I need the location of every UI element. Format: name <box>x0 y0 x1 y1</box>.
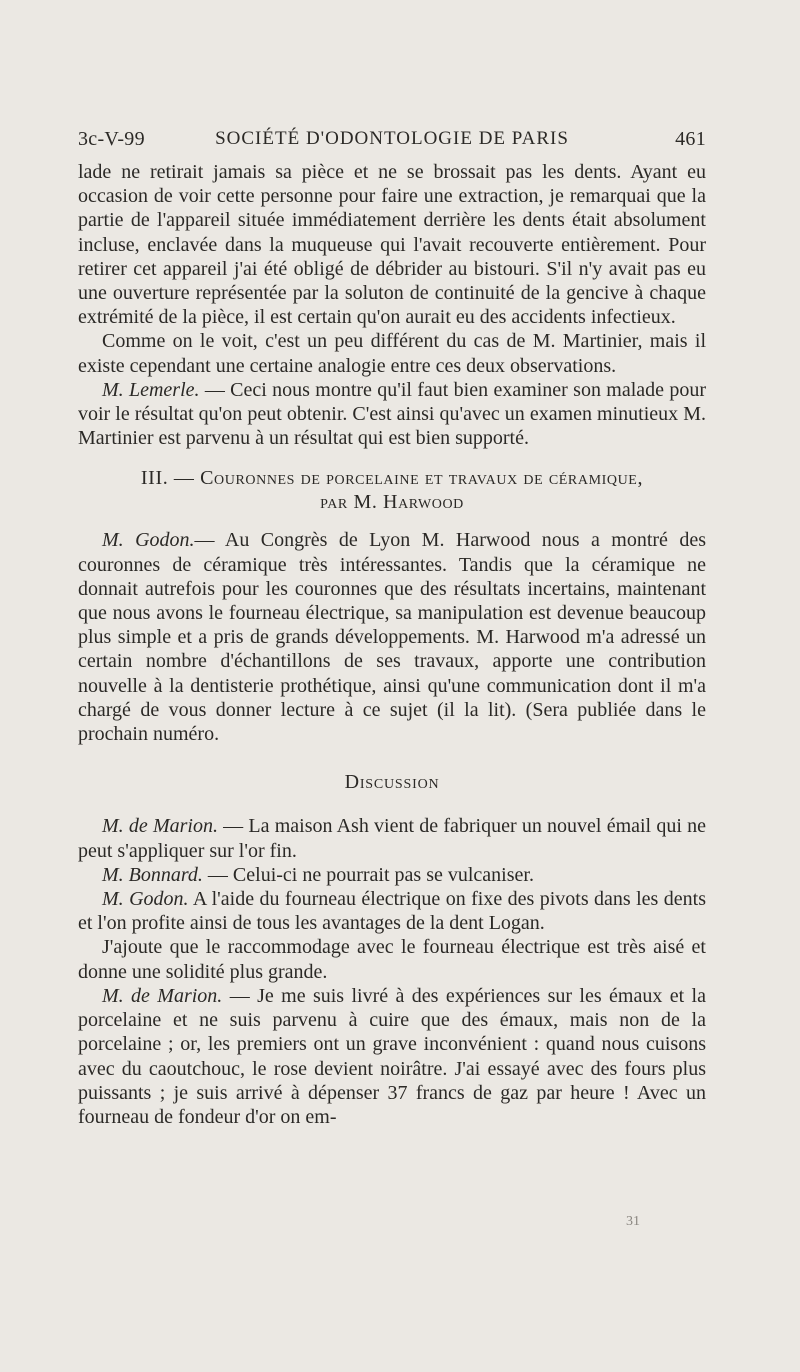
paragraph <box>78 528 706 746</box>
speaker-name: M. de Marion. <box>102 984 223 1007</box>
paragraph <box>78 863 706 887</box>
header-date: 3c-V-99 <box>78 128 145 150</box>
section-heading-line: par M. Harwood <box>320 491 464 514</box>
paragraph: lade ne retirait jamais sa pièce et ne se brossait pas les dents. Ayant eu occasion de voir cette personne pour faire une extraction, je remarquai que la partie de l'appareil située immédiatement derrière les dents était absolument incluse, enclavée dans la muqueuse qui l'avait recouverte entièrement. Pour retirer cet appareil j'ai été obligé de débrider au bistouri. S'il n'y avait pas eu une ouverture représentée par la soluton de continuité de la gencive à chaque extrémité de la pièce, il est certain qu'on aurait eu des accidents infectieux. <box>78 161 706 329</box>
speaker-name: M. Godon. <box>102 529 195 552</box>
running-header <box>78 128 706 156</box>
speech-text: — Je me suis livré à des expériences sur les émaux et la porcelaine et ne suis parvenu à cuire que des émaux, mais non de la porcelaine ; or, les premiers ont un grave inconvénient : quand nous cuisons avec du caoutchouc, le rose devient noirâtre. J'ai essayé avec des fours plus puissants ; je suis arrivé à dépenser 37 francs de gaz par heure ! Avec un fourneau de fondeur d'or on em- <box>78 984 706 1128</box>
speech-text: — Celui-ci ne pourrait pas se vulcaniser. <box>202 863 534 886</box>
paragraph <box>78 984 706 1129</box>
speaker-name: M. Godon. <box>102 888 189 911</box>
speaker-name: M. de Marion. <box>102 815 218 838</box>
speech-text: — La maison Ash vient de fabriquer un nouvel émail qui ne peut s'appliquer sur l'or fin. <box>78 815 706 862</box>
paragraph: Comme on le voit, c'est un peu différent du cas de M. Martinier, mais il existe cependant une certaine analogie entre ces deux observations. <box>78 330 706 377</box>
page-number: 461 <box>675 128 706 150</box>
speech-text: — Au Congrès de Lyon M. Harwood nous a montré des couronnes de céramique très intéressantes. Tandis que la céramique ne donnait autrefois pour les couronnes que des résultats incertains, maintenant que nous avons le fourneau électrique, sa manipulation est devenue beaucoup plus simple et a pris de grands développements. M. Harwood m'a adressé un certain nombre d'échantillons de ses travaux, apporte une contribution nouvelle à la dentisterie prothétique, ainsi qu'une communication dont il m'a chargé de vous donner lecture à ce sujet (il la lit). (Sera publiée dans le prochain numéro. <box>78 529 707 746</box>
paragraph <box>78 378 706 451</box>
speech-text: A l'aide du fourneau électrique on fixe des pivots dans les dents et l'on profite ainsi de tous les avantages de la dent Logan. <box>78 888 706 935</box>
paragraph <box>78 814 706 862</box>
section-heading <box>78 466 706 514</box>
header-society: SOCIÉTÉ D'ODONTOLOGIE DE PARIS <box>215 128 569 149</box>
discussion-heading: Discussion <box>344 771 440 794</box>
signature-mark: 31 <box>626 1214 640 1229</box>
speaker-name: M. Bonnard. <box>102 863 203 886</box>
speech-text: — Ceci nous montre qu'il faut bien examiner son malade pour voir le résultat qu'on peut obtenir. C'est ainsi qu'avec un examen minutieux M. Martinier est parvenu à un résultat qui est bien supporté. <box>78 378 707 450</box>
body-text <box>78 160 706 1129</box>
section-heading-line: III. — Couronnes de porcelaine et travaux de céramique, <box>140 467 644 490</box>
speaker-name: M. Lemerle. <box>102 378 200 401</box>
paragraph: J'ajoute que le raccommodage avec le fourneau électrique est très aisé et donne une solidité plus grande. <box>78 936 706 983</box>
paragraph <box>78 887 706 935</box>
